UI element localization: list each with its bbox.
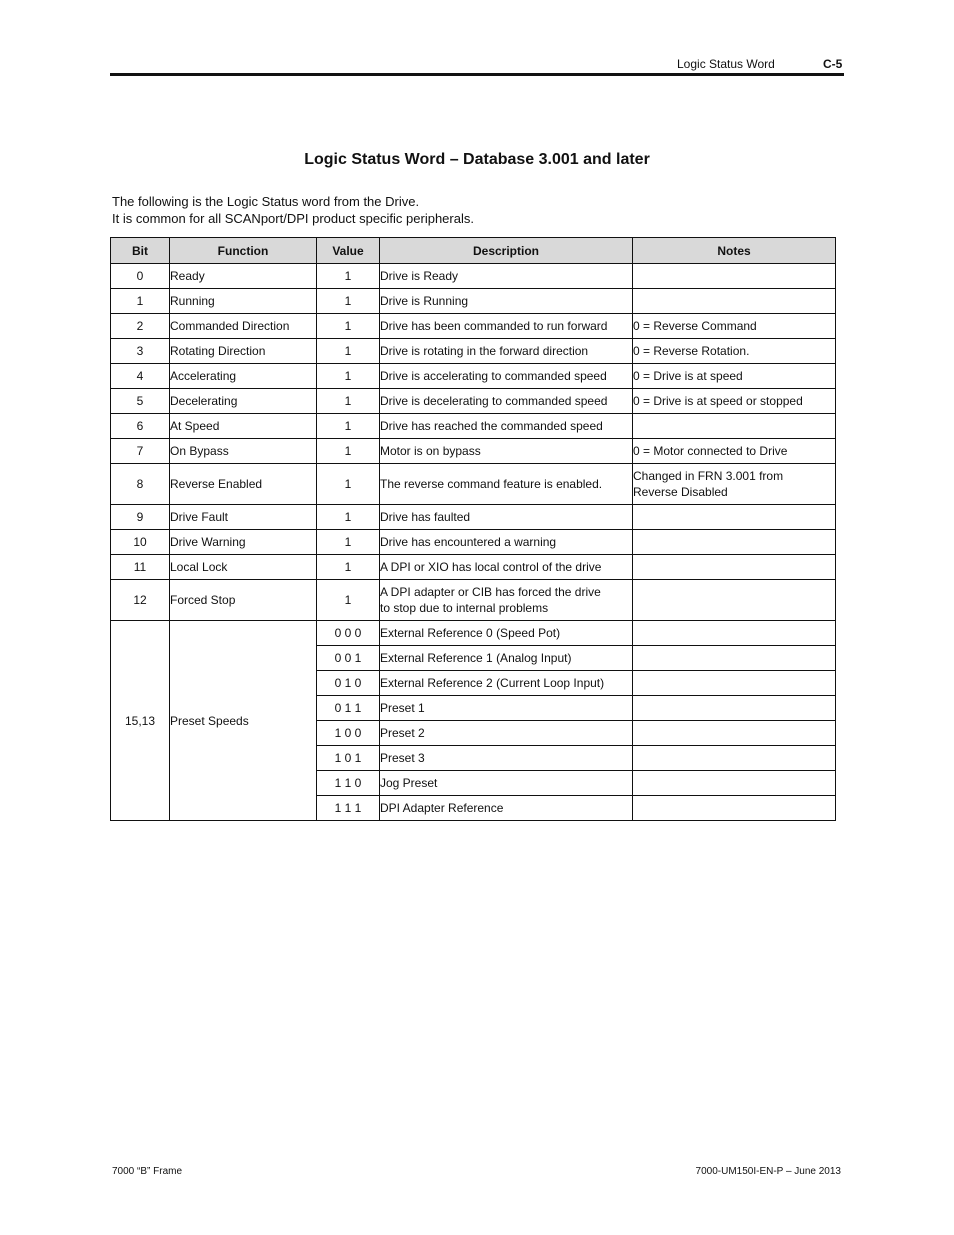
description-cell: Drive is Running	[380, 289, 633, 314]
notes-cell	[633, 746, 836, 771]
notes-cell	[633, 621, 836, 646]
notes-cell	[633, 505, 836, 530]
description-cell: External Reference 0 (Speed Pot)	[380, 621, 633, 646]
table-row	[111, 364, 836, 389]
value-cell: 1	[317, 505, 380, 530]
bit-cell: 15,13	[111, 621, 170, 821]
table-row	[111, 414, 836, 439]
table-row	[111, 530, 836, 555]
value-cell: 0 0 1	[317, 646, 380, 671]
table-row	[111, 621, 836, 646]
description-cell: Drive is Ready	[380, 264, 633, 289]
function-cell: Rotating Direction	[170, 339, 317, 364]
notes-cell	[633, 671, 836, 696]
description-line: A DPI adapter or CIB has forced the drive	[380, 585, 601, 599]
description-cell: Motor is on bypass	[380, 439, 633, 464]
table-row	[111, 289, 836, 314]
page-number: C-5	[823, 57, 843, 71]
value-cell: 1	[317, 314, 380, 339]
description-cell: Preset 2	[380, 721, 633, 746]
value-cell: 1	[317, 289, 380, 314]
intro-line: It is common for all SCANport/DPI product specific peripherals.	[112, 211, 474, 226]
value-cell: 1 0 1	[317, 746, 380, 771]
column-header-value: Value	[317, 238, 380, 264]
description-cell: External Reference 2 (Current Loop Input)	[380, 671, 633, 696]
value-cell: 1	[317, 364, 380, 389]
bit-cell: 0	[111, 264, 170, 289]
function-cell: Decelerating	[170, 389, 317, 414]
notes-cell	[633, 530, 836, 555]
description-cell: Drive is decelerating to commanded speed	[380, 389, 633, 414]
description-line: to stop due to internal problems	[380, 601, 549, 615]
footer-frame-label: 7000 “B” Frame	[112, 1166, 183, 1177]
value-cell: 1	[317, 439, 380, 464]
notes-cell: 0 = Reverse Rotation.	[633, 339, 836, 364]
notes-cell	[633, 580, 836, 621]
value-cell: 1	[317, 530, 380, 555]
bit-cell: 12	[111, 580, 170, 621]
value-cell: 1 1 1	[317, 796, 380, 821]
table-row	[111, 580, 836, 621]
function-cell: Accelerating	[170, 364, 317, 389]
bit-cell: 2	[111, 314, 170, 339]
function-cell: Local Lock	[170, 555, 317, 580]
notes-cell	[633, 555, 836, 580]
notes-cell: 0 = Drive is at speed	[633, 364, 836, 389]
notes-cell	[633, 264, 836, 289]
bit-cell: 5	[111, 389, 170, 414]
table-row	[111, 439, 836, 464]
value-cell: 1	[317, 464, 380, 505]
notes-cell	[633, 646, 836, 671]
notes-cell: 0 = Motor connected to Drive	[633, 439, 836, 464]
value-cell: 1	[317, 555, 380, 580]
value-cell: 1	[317, 264, 380, 289]
description-cell: A DPI or XIO has local control of the drive	[380, 555, 633, 580]
description-cell: Drive has reached the commanded speed	[380, 414, 633, 439]
bit-cell: 8	[111, 464, 170, 505]
table-row	[111, 555, 836, 580]
notes-cell	[633, 696, 836, 721]
column-header-function: Function	[170, 238, 317, 264]
bit-cell: 10	[111, 530, 170, 555]
table-row	[111, 464, 836, 505]
notes-cell: 0 = Drive is at speed or stopped	[633, 389, 836, 414]
value-cell: 1	[317, 580, 380, 621]
column-header-bit: Bit	[111, 238, 170, 264]
description-cell	[380, 580, 633, 621]
description-cell: Drive has faulted	[380, 505, 633, 530]
notes-cell	[633, 464, 836, 505]
intro-line: The following is the Logic Status word from the Drive.	[112, 194, 420, 209]
function-cell: At Speed	[170, 414, 317, 439]
function-cell: Drive Fault	[170, 505, 317, 530]
function-cell: Preset Speeds	[170, 621, 317, 821]
function-cell: Forced Stop	[170, 580, 317, 621]
bit-cell: 11	[111, 555, 170, 580]
page-title: Logic Status Word – Database 3.001 and later	[304, 151, 650, 168]
function-cell: Commanded Direction	[170, 314, 317, 339]
value-cell: 0 0 0	[317, 621, 380, 646]
notes-cell	[633, 771, 836, 796]
value-cell: 0 1 0	[317, 671, 380, 696]
column-header-description: Description	[380, 238, 633, 264]
bit-cell: 3	[111, 339, 170, 364]
bit-cell: 9	[111, 505, 170, 530]
bit-cell: 6	[111, 414, 170, 439]
description-cell: Preset 3	[380, 746, 633, 771]
value-cell: 1 0 0	[317, 721, 380, 746]
description-cell: DPI Adapter Reference	[380, 796, 633, 821]
table-row	[111, 314, 836, 339]
value-cell: 1	[317, 414, 380, 439]
function-cell: On Bypass	[170, 439, 317, 464]
notes-cell	[633, 289, 836, 314]
function-cell: Ready	[170, 264, 317, 289]
value-cell: 1 1 0	[317, 771, 380, 796]
function-cell: Running	[170, 289, 317, 314]
value-cell: 0 1 1	[317, 696, 380, 721]
bit-cell: 1	[111, 289, 170, 314]
bit-cell: 7	[111, 439, 170, 464]
footer-publication: 7000-UM150I-EN-P – June 2013	[695, 1166, 841, 1177]
notes-cell: 0 = Reverse Command	[633, 314, 836, 339]
notes-line: Reverse Disabled	[633, 485, 728, 499]
description-cell: Drive has encountered a warning	[380, 530, 633, 555]
notes-line: Changed in FRN 3.001 from	[633, 469, 784, 483]
bit-cell: 4	[111, 364, 170, 389]
description-cell: External Reference 1 (Analog Input)	[380, 646, 633, 671]
value-cell: 1	[317, 389, 380, 414]
logic-status-table	[110, 237, 836, 821]
column-header-notes: Notes	[633, 238, 836, 264]
notes-cell	[633, 414, 836, 439]
function-cell: Drive Warning	[170, 530, 317, 555]
header-rule	[110, 73, 844, 76]
description-cell: Drive has been commanded to run forward	[380, 314, 633, 339]
description-cell: Jog Preset	[380, 771, 633, 796]
description-cell: Drive is accelerating to commanded speed	[380, 364, 633, 389]
table-row	[111, 389, 836, 414]
table-row	[111, 339, 836, 364]
value-cell: 1	[317, 339, 380, 364]
notes-cell	[633, 721, 836, 746]
running-header-section: Logic Status Word	[677, 57, 775, 71]
notes-cell	[633, 796, 836, 821]
table-header-row	[111, 238, 836, 264]
table-row	[111, 264, 836, 289]
description-cell: Preset 1	[380, 696, 633, 721]
description-cell: Drive is rotating in the forward direction	[380, 339, 633, 364]
table-row	[111, 505, 836, 530]
function-cell: Reverse Enabled	[170, 464, 317, 505]
description-cell: The reverse command feature is enabled.	[380, 464, 633, 505]
